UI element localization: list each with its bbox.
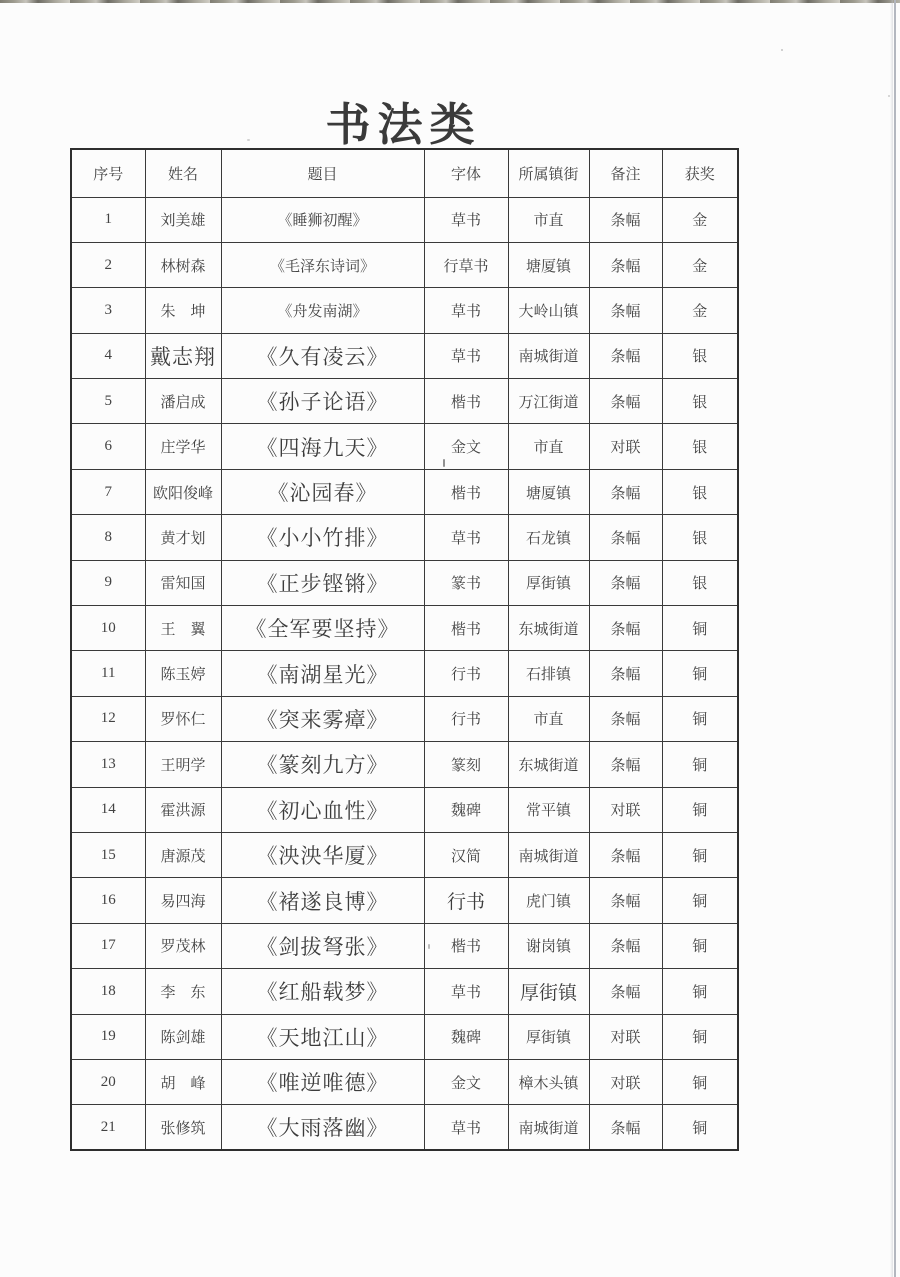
cell-title: 《篆刻九方》	[221, 742, 424, 787]
cell-no: 19	[71, 1014, 145, 1059]
cell-note: 对联	[589, 424, 662, 469]
cell-name: 戴志翔	[145, 333, 221, 378]
cell-award: 银	[662, 515, 738, 560]
cell-script: 楷书	[424, 606, 508, 651]
scan-speck	[428, 944, 430, 949]
cell-note: 对联	[589, 1014, 662, 1059]
cell-no: 11	[71, 651, 145, 696]
page-title: 书法类	[325, 100, 482, 150]
cell-note: 条幅	[589, 515, 662, 560]
cell-title: 《天地江山》	[221, 1014, 424, 1059]
cell-title: 《沁园春》	[221, 469, 424, 514]
cell-award: 铜	[662, 606, 738, 651]
scan-speck	[781, 49, 783, 51]
cell-town: 市直	[508, 197, 589, 242]
cell-script: 行书	[424, 696, 508, 741]
cell-name: 胡 峰	[145, 1059, 221, 1104]
cell-script: 行书	[424, 651, 508, 696]
table-row	[71, 878, 738, 923]
cell-title: 《正步铿锵》	[221, 560, 424, 605]
cell-note: 条幅	[589, 560, 662, 605]
cell-town: 石排镇	[508, 651, 589, 696]
cell-script: 草书	[424, 1105, 508, 1150]
cell-note: 条幅	[589, 1105, 662, 1150]
cell-award: 银	[662, 424, 738, 469]
cell-script: 楷书	[424, 469, 508, 514]
table-row	[71, 288, 738, 333]
table-row	[71, 1105, 738, 1150]
cell-note: 条幅	[589, 651, 662, 696]
cell-title: 《睡狮初醒》	[221, 197, 424, 242]
cell-script: 汉简	[424, 832, 508, 877]
cell-script: 草书	[424, 288, 508, 333]
cell-town: 塘厦镇	[508, 469, 589, 514]
cell-no: 2	[71, 242, 145, 287]
cell-note: 条幅	[589, 878, 662, 923]
cell-town: 虎门镇	[508, 878, 589, 923]
scan-edge-right	[894, 0, 896, 1277]
cell-town: 市直	[508, 424, 589, 469]
cell-title: 《孙子论语》	[221, 379, 424, 424]
cell-town: 厚街镇	[508, 1014, 589, 1059]
table-row	[71, 787, 738, 832]
cell-no: 15	[71, 832, 145, 877]
cell-script: 楷书	[424, 379, 508, 424]
table-row	[71, 333, 738, 378]
cell-award: 铜	[662, 742, 738, 787]
cell-award: 铜	[662, 832, 738, 877]
cell-award: 铜	[662, 651, 738, 696]
cell-script: 篆刻	[424, 742, 508, 787]
cell-town: 市直	[508, 696, 589, 741]
cell-award: 铜	[662, 969, 738, 1014]
table-row	[71, 242, 738, 287]
cell-no: 10	[71, 606, 145, 651]
cell-town: 厚街镇	[508, 969, 589, 1014]
cell-award: 银	[662, 469, 738, 514]
cell-town: 南城街道	[508, 333, 589, 378]
cell-no: 8	[71, 515, 145, 560]
cell-note: 条幅	[589, 288, 662, 333]
cell-title: 《褚遂良博》	[221, 878, 424, 923]
cell-no: 5	[71, 379, 145, 424]
cell-no: 7	[71, 469, 145, 514]
cell-name: 朱 坤	[145, 288, 221, 333]
cell-no: 4	[71, 333, 145, 378]
scan-speck	[247, 139, 250, 141]
cell-award: 铜	[662, 923, 738, 968]
awards-table	[70, 148, 739, 1151]
header-serial-number: 序号	[71, 149, 145, 197]
cell-name: 林树森	[145, 242, 221, 287]
cell-note: 条幅	[589, 469, 662, 514]
cell-title: 《红船载梦》	[221, 969, 424, 1014]
cell-award: 铜	[662, 696, 738, 741]
cell-award: 金	[662, 197, 738, 242]
cell-town: 石龙镇	[508, 515, 589, 560]
cell-name: 霍洪源	[145, 787, 221, 832]
cell-script: 行草书	[424, 242, 508, 287]
cell-name: 罗茂林	[145, 923, 221, 968]
header-town-street: 所属镇街	[508, 149, 589, 197]
table-row	[71, 606, 738, 651]
cell-name: 雷知国	[145, 560, 221, 605]
cell-title: 《大雨落幽》	[221, 1105, 424, 1150]
cell-note: 条幅	[589, 197, 662, 242]
cell-town: 东城街道	[508, 742, 589, 787]
cell-script: 楷书	[424, 923, 508, 968]
cell-town: 谢岗镇	[508, 923, 589, 968]
cell-note: 对联	[589, 787, 662, 832]
header-script-style: 字体	[424, 149, 508, 197]
cell-award: 金	[662, 242, 738, 287]
cell-script: 篆书	[424, 560, 508, 605]
table-row	[71, 651, 738, 696]
cell-note: 条幅	[589, 606, 662, 651]
cell-name: 易四海	[145, 878, 221, 923]
scan-speck	[888, 95, 890, 97]
table-body	[71, 197, 738, 1150]
cell-award: 银	[662, 333, 738, 378]
cell-no: 6	[71, 424, 145, 469]
cell-name: 李 东	[145, 969, 221, 1014]
cell-award: 铜	[662, 1059, 738, 1104]
table-row	[71, 515, 738, 560]
cell-note: 条幅	[589, 742, 662, 787]
table-row	[71, 696, 738, 741]
cell-note: 条幅	[589, 923, 662, 968]
table-row	[71, 197, 738, 242]
cell-name: 王 翼	[145, 606, 221, 651]
cell-name: 王明学	[145, 742, 221, 787]
table-row	[71, 560, 738, 605]
scan-edge-right-shadow	[890, 0, 893, 1277]
cell-script: 草书	[424, 969, 508, 1014]
header-remarks: 备注	[589, 149, 662, 197]
table-row	[71, 469, 738, 514]
cell-title: 《剑拔弩张》	[221, 923, 424, 968]
cell-no: 13	[71, 742, 145, 787]
header-name: 姓名	[145, 149, 221, 197]
cell-title: 《久有凌云》	[221, 333, 424, 378]
cell-title: 《突来雾瘴》	[221, 696, 424, 741]
cell-town: 南城街道	[508, 1105, 589, 1150]
cell-title: 《四海九天》	[221, 424, 424, 469]
cell-script: 金文	[424, 424, 508, 469]
cell-title: 《小小竹排》	[221, 515, 424, 560]
cell-award: 金	[662, 288, 738, 333]
cell-town: 东城街道	[508, 606, 589, 651]
table-row	[71, 742, 738, 787]
cell-note: 条幅	[589, 969, 662, 1014]
header-award: 获奖	[662, 149, 738, 197]
cell-town: 厚街镇	[508, 560, 589, 605]
cell-note: 条幅	[589, 832, 662, 877]
cell-note: 条幅	[589, 333, 662, 378]
cell-name: 庄学华	[145, 424, 221, 469]
cell-name: 张修筑	[145, 1105, 221, 1150]
table-row	[71, 424, 738, 469]
cell-script: 草书	[424, 333, 508, 378]
table-row	[71, 832, 738, 877]
cell-no: 14	[71, 787, 145, 832]
cell-title: 《舟发南湖》	[221, 288, 424, 333]
cell-name: 欧阳俊峰	[145, 469, 221, 514]
table-row	[71, 1059, 738, 1104]
cell-title: 《唯逆唯德》	[221, 1059, 424, 1104]
cell-no: 1	[71, 197, 145, 242]
cell-name: 罗怀仁	[145, 696, 221, 741]
cell-name: 黄才划	[145, 515, 221, 560]
cell-no: 18	[71, 969, 145, 1014]
cell-award: 银	[662, 560, 738, 605]
table-header-row	[71, 149, 738, 197]
header-title: 题目	[221, 149, 424, 197]
cell-script: 魏碑	[424, 1014, 508, 1059]
cell-note: 条幅	[589, 696, 662, 741]
table-row	[71, 969, 738, 1014]
cell-script: 行书	[424, 878, 508, 923]
cell-award: 铜	[662, 1105, 738, 1150]
cell-title: 《全军要坚持》	[221, 606, 424, 651]
cell-script: 草书	[424, 515, 508, 560]
cell-title: 《南湖星光》	[221, 651, 424, 696]
cell-no: 12	[71, 696, 145, 741]
cell-no: 9	[71, 560, 145, 605]
scan-speck	[443, 459, 445, 467]
cell-town: 常平镇	[508, 787, 589, 832]
cell-script: 魏碑	[424, 787, 508, 832]
cell-name: 陈玉婷	[145, 651, 221, 696]
cell-award: 银	[662, 379, 738, 424]
cell-town: 大岭山镇	[508, 288, 589, 333]
cell-note: 条幅	[589, 379, 662, 424]
cell-name: 刘美雄	[145, 197, 221, 242]
scan-edge-top	[0, 0, 900, 3]
cell-no: 21	[71, 1105, 145, 1150]
cell-no: 20	[71, 1059, 145, 1104]
cell-award: 铜	[662, 787, 738, 832]
table-row	[71, 379, 738, 424]
cell-note: 对联	[589, 1059, 662, 1104]
cell-name: 唐源茂	[145, 832, 221, 877]
cell-script: 草书	[424, 197, 508, 242]
cell-town: 万江街道	[508, 379, 589, 424]
cell-note: 条幅	[589, 242, 662, 287]
table-row	[71, 923, 738, 968]
cell-town: 南城街道	[508, 832, 589, 877]
cell-no: 17	[71, 923, 145, 968]
cell-title: 《泱泱华厦》	[221, 832, 424, 877]
cell-no: 16	[71, 878, 145, 923]
cell-award: 铜	[662, 878, 738, 923]
cell-award: 铜	[662, 1014, 738, 1059]
table-row	[71, 1014, 738, 1059]
cell-town: 樟木头镇	[508, 1059, 589, 1104]
cell-no: 3	[71, 288, 145, 333]
cell-title: 《初心血性》	[221, 787, 424, 832]
cell-script: 金文	[424, 1059, 508, 1104]
cell-name: 陈剑雄	[145, 1014, 221, 1059]
cell-title: 《毛泽东诗词》	[221, 242, 424, 287]
cell-town: 塘厦镇	[508, 242, 589, 287]
cell-name: 潘启成	[145, 379, 221, 424]
